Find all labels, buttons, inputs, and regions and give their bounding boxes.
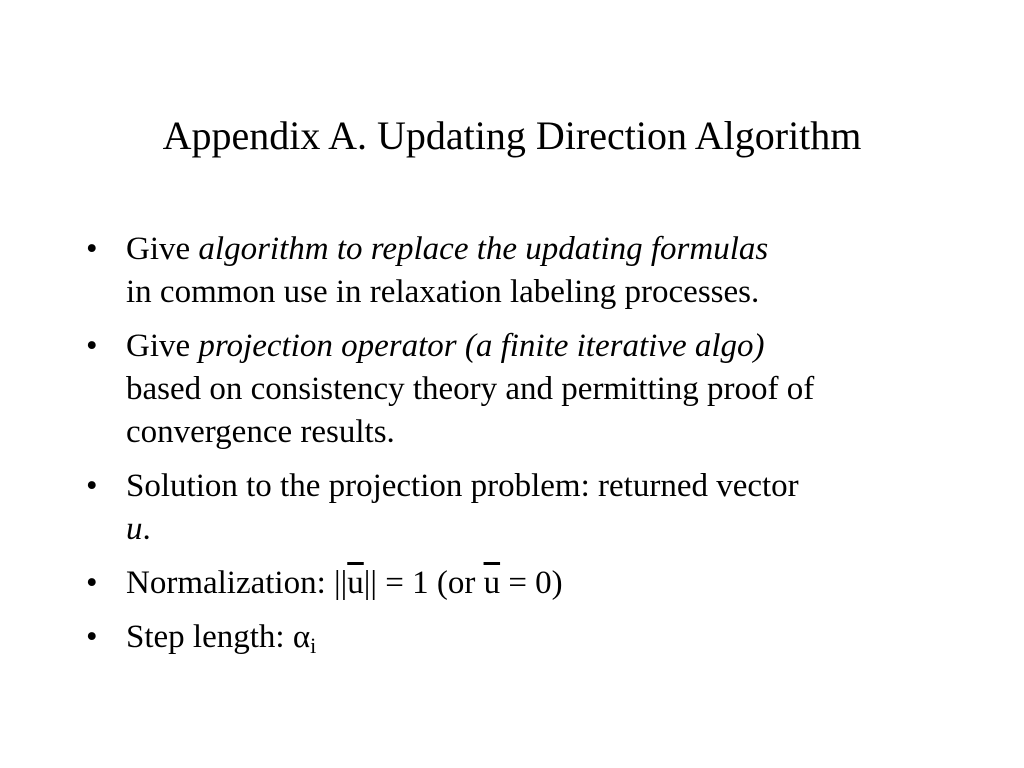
alpha-symbol: α bbox=[292, 619, 311, 655]
bullet-rest-text: in common use in relaxation labeling processes. bbox=[126, 274, 760, 310]
bullet-emphasis-text: algorithm to replace the updating formulas bbox=[198, 231, 769, 267]
bullet-item-normalization bbox=[86, 562, 966, 605]
alpha-subscript: i bbox=[310, 633, 317, 658]
bullet-icon: • bbox=[86, 231, 98, 267]
bullet-icon: • bbox=[86, 619, 98, 655]
bullet-lead-text: Give bbox=[126, 231, 199, 267]
bullet-icon: • bbox=[86, 565, 98, 601]
bullet-icon: • bbox=[86, 468, 98, 504]
bullet-item-projection-solution bbox=[86, 465, 966, 551]
bullet-item-projection-operator bbox=[86, 325, 966, 454]
u-bar-symbol: $\overline{u}$ bbox=[483, 565, 501, 601]
bullet-rest-text: based on consistency theory and permitting proof of convergence results. bbox=[126, 371, 815, 450]
bullet-lead-text: Normalization: || bbox=[126, 565, 348, 601]
slide-title: Appendix A. Updating Direction Algorithm bbox=[162, 113, 862, 158]
bullet-rest-text: = 0) bbox=[500, 565, 563, 601]
bullet-lead-text: Step length: bbox=[126, 619, 293, 655]
bullet-emphasis-text: projection operator (a finite iterative algo) bbox=[198, 328, 765, 364]
u-bar-symbol: $\overline{u}$ bbox=[347, 565, 364, 601]
vector-u-symbol: u bbox=[126, 511, 143, 547]
bullet-item-step-length bbox=[86, 616, 966, 659]
bullet-middle-text: || = 1 (or bbox=[363, 565, 484, 601]
bullet-item-replace-formulas bbox=[86, 228, 966, 314]
bullet-list bbox=[86, 228, 966, 670]
bullet-rest-text: . bbox=[142, 511, 151, 547]
bullet-icon: • bbox=[86, 328, 98, 364]
bullet-lead-text: Give bbox=[126, 328, 199, 364]
bullet-lead-text: Solution to the projection problem: returned vector bbox=[126, 468, 799, 504]
